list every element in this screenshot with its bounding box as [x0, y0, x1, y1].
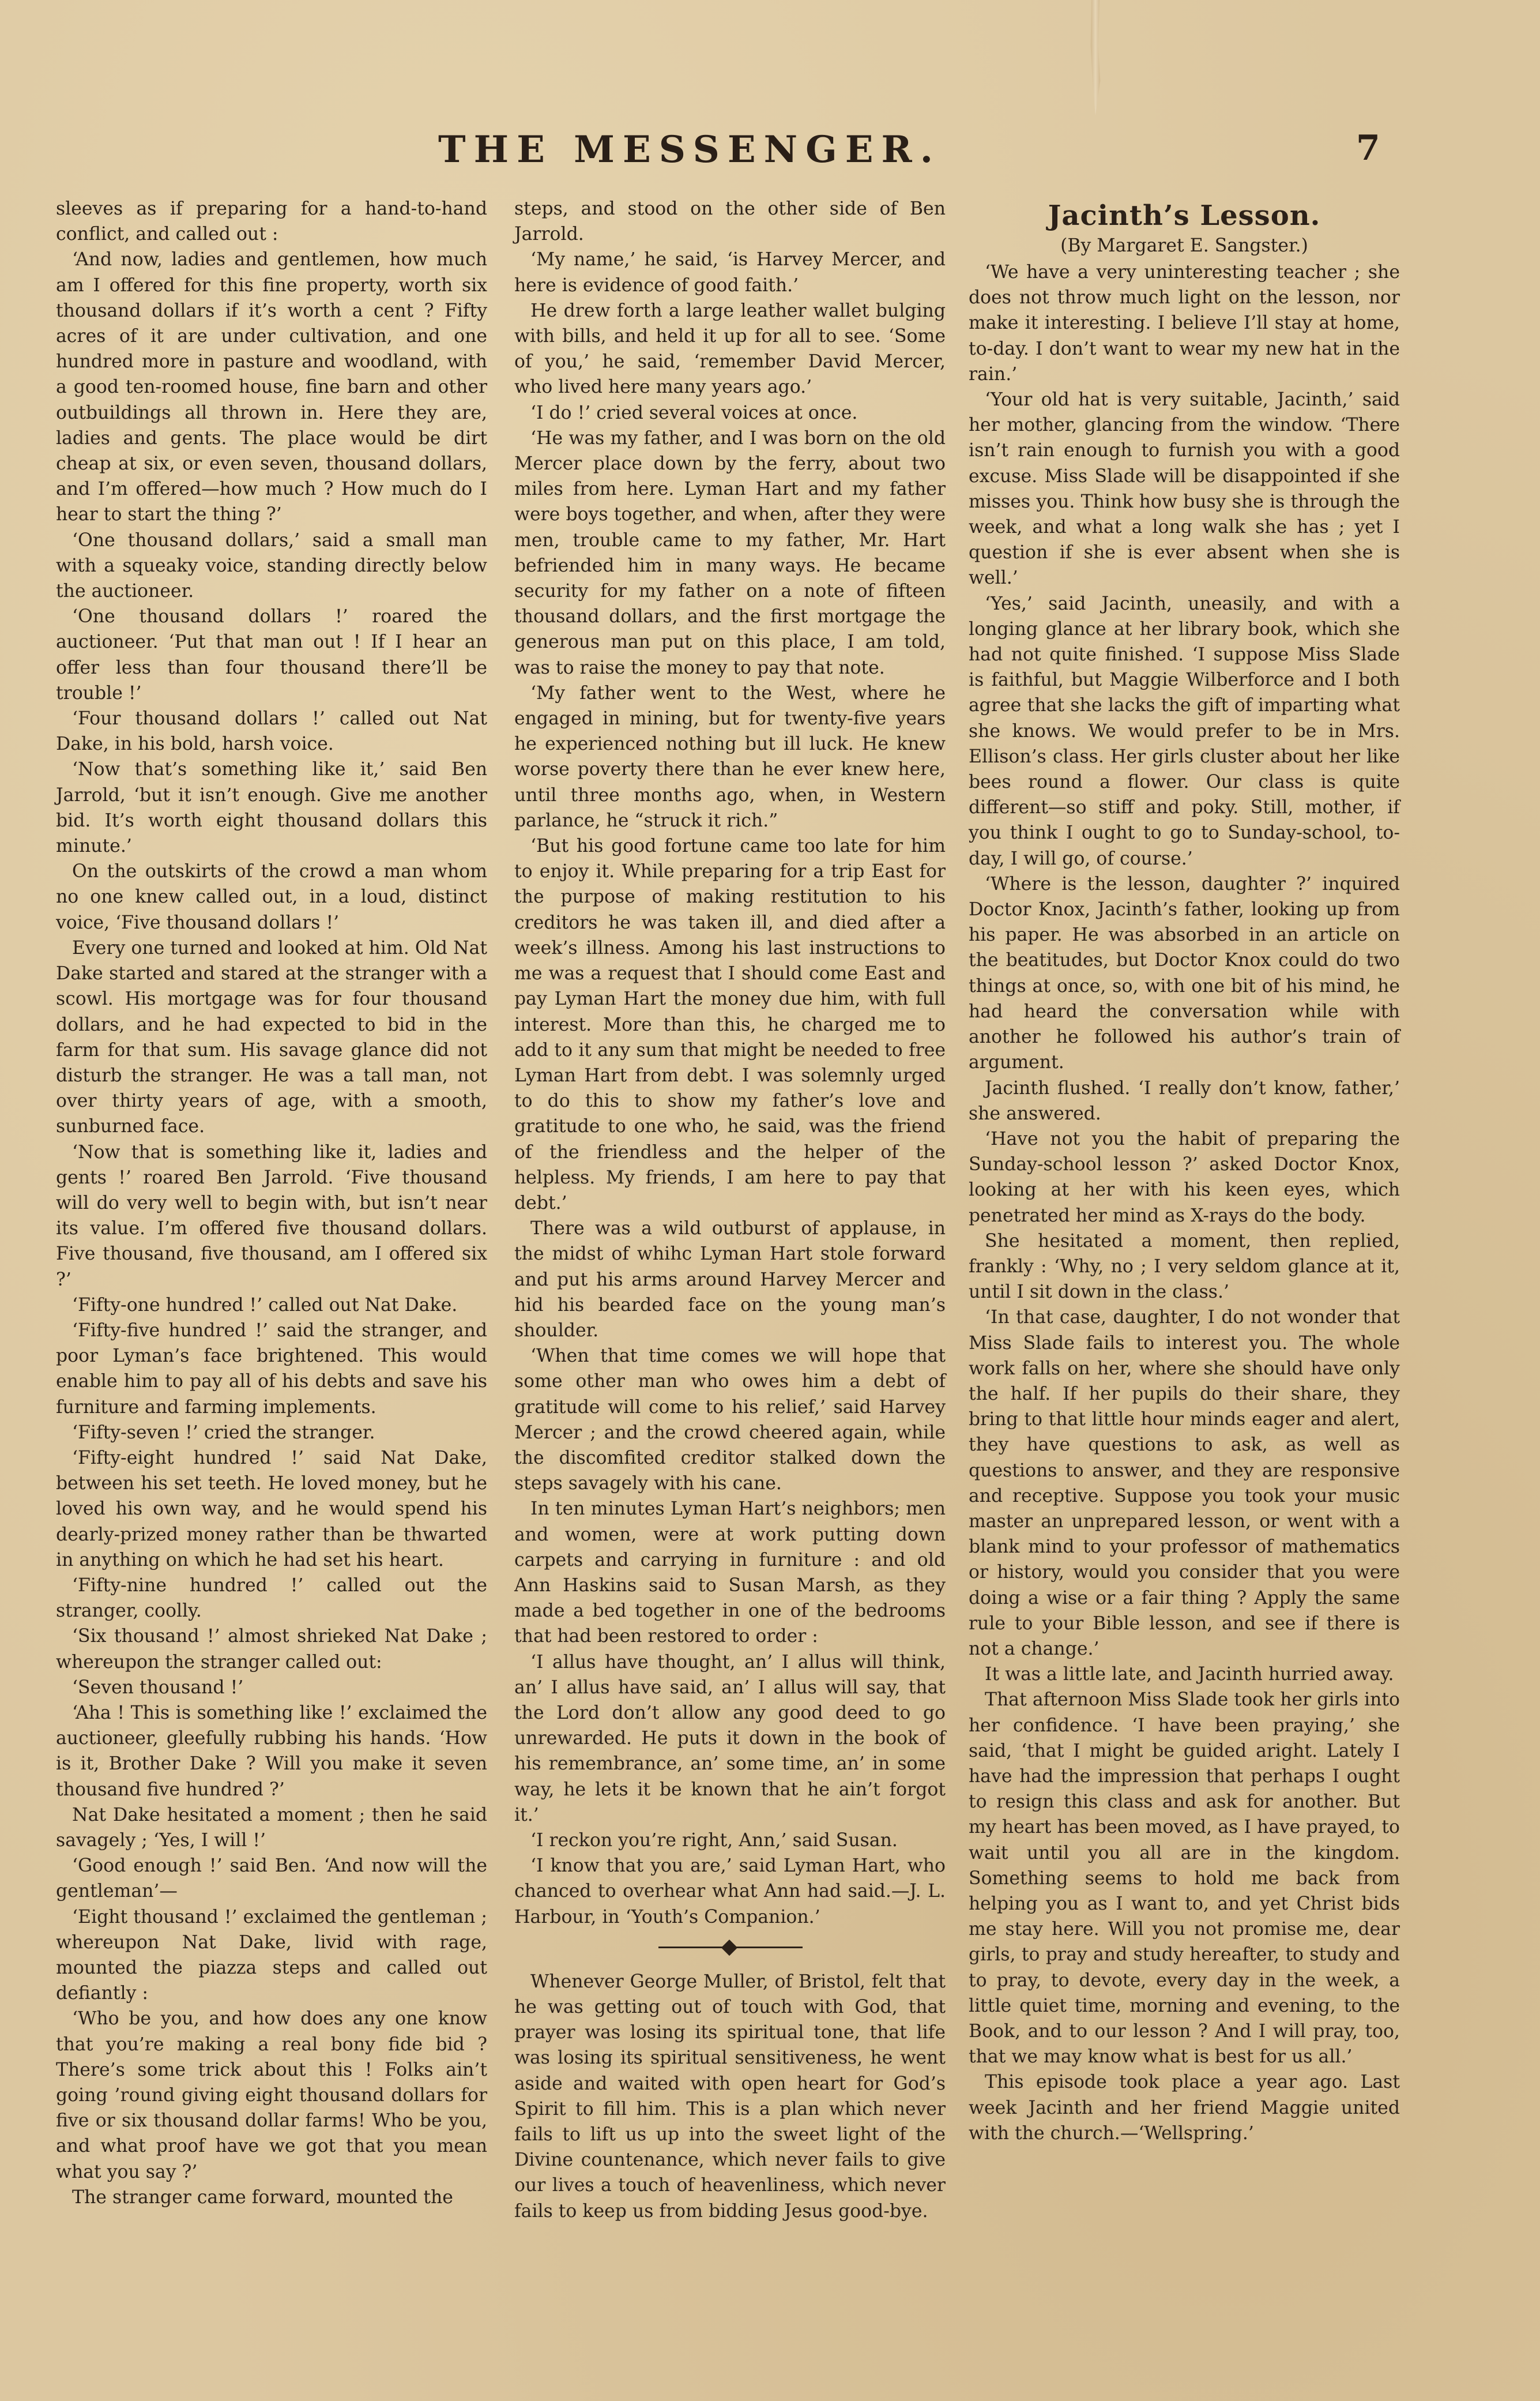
paragraph: ‘Now that is something like it, ladies and gents !’ roared Ben Jarrold. ‘Five thousand will do very well to begin with, but isn’t near its value. I’m offered five thousand dollars. Five thousand, five thousand, am I offered six ?’	[56, 1141, 487, 1290]
muller-paragraph: Whenever George Muller, of Bristol, felt that he was getting out of touch with God, that prayer was losing its spiritual tone, that life was losing its spiritual sensitiveness, he went aside and waited with open heart for God’s Spirit to fill him. This is a plan which never fails to lift us up into the sweet light of the Divine countenance, which never fails to give our lives a touch of heavenliness, which never fails to keep us from bidding Jesus good-bye.	[514, 1971, 946, 2222]
column-1	[56, 196, 487, 2210]
paragraph: ‘Six thousand !’ almost shrieked Nat Dake ; whereupon the stranger called out:	[56, 1626, 487, 1673]
paragraph: He drew forth a large leather wallet bulging with bills, and held it up for all to see. ‘Some of you,’ he said, ‘remember David Mercer, who lived here many years ago.’	[514, 300, 946, 398]
article-byline: (By Margaret E. Sangster.)	[1060, 235, 1308, 256]
paragraph: In ten minutes Lyman Hart’s neighbors; men and women, were at work putting down carpets and carrying in furniture : and old Ann Haskins said to Susan Marsh, as they made a bed together in one of the bedrooms that had been restored to order :	[514, 1498, 946, 1647]
paragraph: ‘I do !’ cried several voices at once.	[530, 402, 858, 423]
paragraph: ‘Have not you the habit of preparing the Sunday-school lesson ?’ asked Doctor Knox, looking at her with his keen eyes, which penetrated her mind as X-rays do the body.	[969, 1128, 1400, 1226]
masthead-title: THE MESSENGER.	[438, 128, 941, 171]
paragraph: On the outskirts of the crowd a man whom no one knew called out, in a loud, distinct voice, ‘Five thousand dollars !’	[56, 861, 487, 933]
paragraph: ‘Your old hat is very suitable, Jacinth,’ said her mother, glancing from the window. ‘There isn’t rain enough to furnish you with a good excuse. Miss Slade will be disappointed if she misses you. Think how busy she is through the week, and what a long walk she has ; yet I question if she is ever absent when she is well.’	[969, 389, 1400, 589]
paragraph: That afternoon Miss Slade took her girls into her confidence. ‘I have been praying,’ she said, ‘that I might be guided aright. Lately I have had the impression that perhaps I ought to resign this class and ask for another. But my heart has been moved, as I have prayed, to wait until you all are in the kingdom. Something seems to hold me back from helping you as I want to, and yet Christ bids me stay here. Will you not promise me, dear girls, to pray and study hereafter, to study and to pray, to devote, every day in the week, a little quiet time, morning and evening, to the Book, and to our lesson ? And I will pray, too, that we may know what is best for us all.’	[969, 1689, 1400, 2068]
section-divider	[514, 1936, 946, 1959]
paragraph: ‘Fifty-nine hundred !’ called out the stranger, coolly.	[56, 1575, 487, 1622]
paragraph: ‘We have a very uninteresting teacher ; she does not throw much light on the lesson, nor make it interesting. I believe I’ll stay at home, to-day. I don’t want to wear my new hat in the rain.’	[969, 262, 1400, 385]
paragraph: Nat Dake hesitated a moment ; then he said savagely ; ‘Yes, I will !’	[56, 1804, 487, 1851]
paragraph: ‘In that case, daughter, I do not wonder that Miss Slade fails to interest you. The whole work falls on her, where she should have only the half. If her pupils do their share, they bring to that little hour minds eager and alert, they have questions to ask, as well as questions to answer, and they are responsive and receptive. Suppose you took your music master an unprepared lesson, or went with a blank mind to your professor of mathematics or history, would you consider that you were doing a wise or a fair thing ? Apply the same rule to your Bible lesson, and see if there is not a change.’	[969, 1307, 1400, 1659]
paragraph: ‘I know that you are,’ said Lyman Hart, who chanced to overhear what Ann had said.—J. L. Harbour, in ‘Youth’s Companion.’	[514, 1855, 946, 1927]
paragraph: This episode took place a year ago. Last week Jacinth and her friend Maggie united with the church.—‘Wellspring.’	[969, 2072, 1400, 2144]
paragraph: ‘Fifty-seven !’ cried the stranger.	[72, 1422, 375, 1443]
divider-ornament	[721, 1940, 737, 1956]
paragraph: It was a little late, and Jacinth hurried away.	[985, 1664, 1394, 1685]
paragraph: sleeves as if preparing for a hand-to-hand conflict, and called out :	[56, 198, 487, 245]
paragraph: ‘Aha ! This is something like !’ exclaimed the auctioneer, gleefully rubbing his hands. ‘How is it, Brother Dake ? Will you make it seven thousand five hundred ?’	[56, 1702, 487, 1800]
paragraph: ‘Where is the lesson, daughter ?’ inquired Doctor Knox, Jacinth’s father, looking up from his paper. He was absorbed in an article on the beatitudes, but Doctor Knox could do two things at once, so, with one bit of his mind, he had heard the conversation while with another he followed his author’s train of argument.	[969, 873, 1400, 1073]
paragraph: ‘But his good fortune came too late for him to enjoy it. While preparing for a trip East for the purpose of making restitution to his creditors he was taken ill, and died after a week’s illness. Among his last instructions to me was a request that I should come East and pay Lyman Hart the money due him, with full interest. More than this, he charged me to add to it any sum that might be needed to free Lyman Hart from debt. I was solemnly urged to do this to show my father’s love and gratitude to one who, he said, was the friend of the friendless and the helper of the helpless. My friends, I am here to pay that debt.’	[514, 836, 946, 1213]
paragraph: ‘Fifty-five hundred !’ said the stranger, and poor Lyman’s face brightened. This would enable him to pay all of his debts and save his furniture and farming implements.	[56, 1320, 487, 1418]
paragraph: ‘One thousand dollars,’ said a small man with a squeaky voice, standing directly below the auctioneer.	[56, 529, 487, 602]
paragraph: ‘Now that’s something like it,’ said Ben Jarrold, ‘but it isn’t enough. Give me another bid. It’s worth eight thousand dollars this minute.’	[56, 759, 487, 857]
paragraph: Every one turned and looked at him. Old Nat Dake started and stared at the stranger with a scowl. His mortgage was for four thousand dollars, and he had expected to bid in the farm for that sum. His savage glance did not disturb the stranger. He was a tall man, not over thirty years of age, with a smooth, sunburned face.	[56, 937, 487, 1137]
paragraph: ‘Four thousand dollars !’ called out Nat Dake, in his bold, harsh voice.	[56, 708, 487, 755]
page-tear	[1089, 0, 1102, 115]
paragraph: ‘I allus have thought, an’ I allus will think, an’ I allus have said, an’ I allus will say, that the Lord don’t allow any good deed to go unrewarded. He puts it down in the book of his remembrance, an’ some time, an’ in some way, he lets it be known that he ain’t forgot it.’	[514, 1651, 946, 1825]
column-3	[969, 196, 1400, 2146]
column-2	[514, 196, 946, 2224]
paragraph: ‘I reckon you’re right, Ann,’ said Susan.	[530, 1830, 898, 1851]
paragraph: steps, and stood on the other side of Ben Jarrold.	[514, 198, 946, 245]
paragraph: ‘Fifty-eight hundred !’ said Nat Dake, between his set teeth. He loved money, but he loved his own way, and he would spend his dearly-prized money rather than be thwarted in anything on which he had set his heart.	[56, 1447, 487, 1570]
masthead	[0, 128, 1540, 180]
paragraph: ‘Who be you, and how does any one know that you’re making a real bony fide bid ? There’s some trick about this ! Folks ain’t going ’round giving eight thousand dollars for five or six thousand dollar farms! Who be you, and what proof have we got that you mean what you say ?’	[56, 2008, 487, 2182]
paragraph: ‘My father went to the West, where he engaged in mining, but for twenty-five years he experienced nothing but ill luck. He knew worse poverty there than he ever knew here, until three months ago, when, in Western parlance, he “struck it rich.”	[514, 682, 946, 831]
paragraph: ‘Eight thousand !’ exclaimed the gentleman ; whereupon Nat Dake, livid with rage, mounted the piazza steps and called out defiantly :	[56, 1906, 487, 2004]
paragraph: Jacinth flushed. ‘I really don’t know, father,’ she answered.	[969, 1077, 1400, 1124]
paragraph: She hesitated a moment, then replied, frankly : ‘Why, no ; I very seldom glance at it, until I sit down in the class.’	[969, 1230, 1400, 1303]
page-number: 7	[1356, 128, 1380, 168]
paragraph: There was a wild outburst of applause, in the midst of whihc Lyman Hart stole forward and put his arms around Harvey Mercer and hid his bearded face on the young man’s shoulder.	[514, 1218, 946, 1341]
paragraph: ‘He was my father, and I was born on the old Mercer place down by the ferry, about two miles from here. Lyman Hart and my father were boys together, and when, after they were men, trouble came to my father, Mr. Hart befriended him in many ways. He became security for my father on a note of fifteen thousand dollars, and the first mortgage the generous man put on this place, I am told, was to raise the money to pay that note.	[514, 427, 946, 678]
paragraph: ‘Good enough !’ said Ben. ‘And now will the gentleman’—	[56, 1855, 487, 1902]
paragraph: ‘One thousand dollars !’ roared the auctioneer. ‘Put that man out ! If I hear an offer less than four thousand there’ll be trouble !’	[56, 606, 487, 704]
paragraph: The stranger came forward, mounted the	[72, 2186, 453, 2208]
article-title: Jacinth’s Lesson.	[1048, 200, 1321, 232]
paragraph: ‘Fifty-one hundred !’ called out Nat Dake.	[72, 1294, 458, 1316]
paragraph: ‘Yes,’ said Jacinth, uneasily, and with a longing glance at her library book, which she had not quite finished. ‘I suppose Miss Slade is faithful, but Maggie Wilberforce and I both agree that she lacks the gift of imparting what she knows. We would prefer to be in Mrs. Ellison’s class. Her girls cluster about her like bees round a flower. Our class is quite different—so stiff and poky. Still, mother, if you think I ought to go to Sunday-school, to-day, I will go, of course.’	[969, 593, 1400, 869]
paragraph: ‘And now, ladies and gentlemen, how much am I offered for this fine property, worth six thousand dollars if it’s worth a cent ? Fifty acres of it are under cultivation, and one hundred more in pasture and woodland, with a good ten-roomed house, fine barn and other outbuildings all thrown in. Here they are, ladies and gents. The place would be dirt cheap at six, or even seven, thousand dollars, and I’m offered—how much ? How much do I hear to start the thing ?’	[56, 249, 487, 525]
paragraph: ‘Seven thousand !’	[72, 1677, 244, 1698]
paragraph: ‘When that time comes we will hope that some other man who owes him a debt of gratitude will come to his relief,’ said Harvey Mercer ; and the crowd cheered again, while the discomfited creditor stalked down the steps savagely with his cane.	[514, 1346, 946, 1494]
paragraph: ‘My name,’ he said, ‘is Harvey Mercer, and here is evidence of good faith.’	[514, 249, 946, 296]
